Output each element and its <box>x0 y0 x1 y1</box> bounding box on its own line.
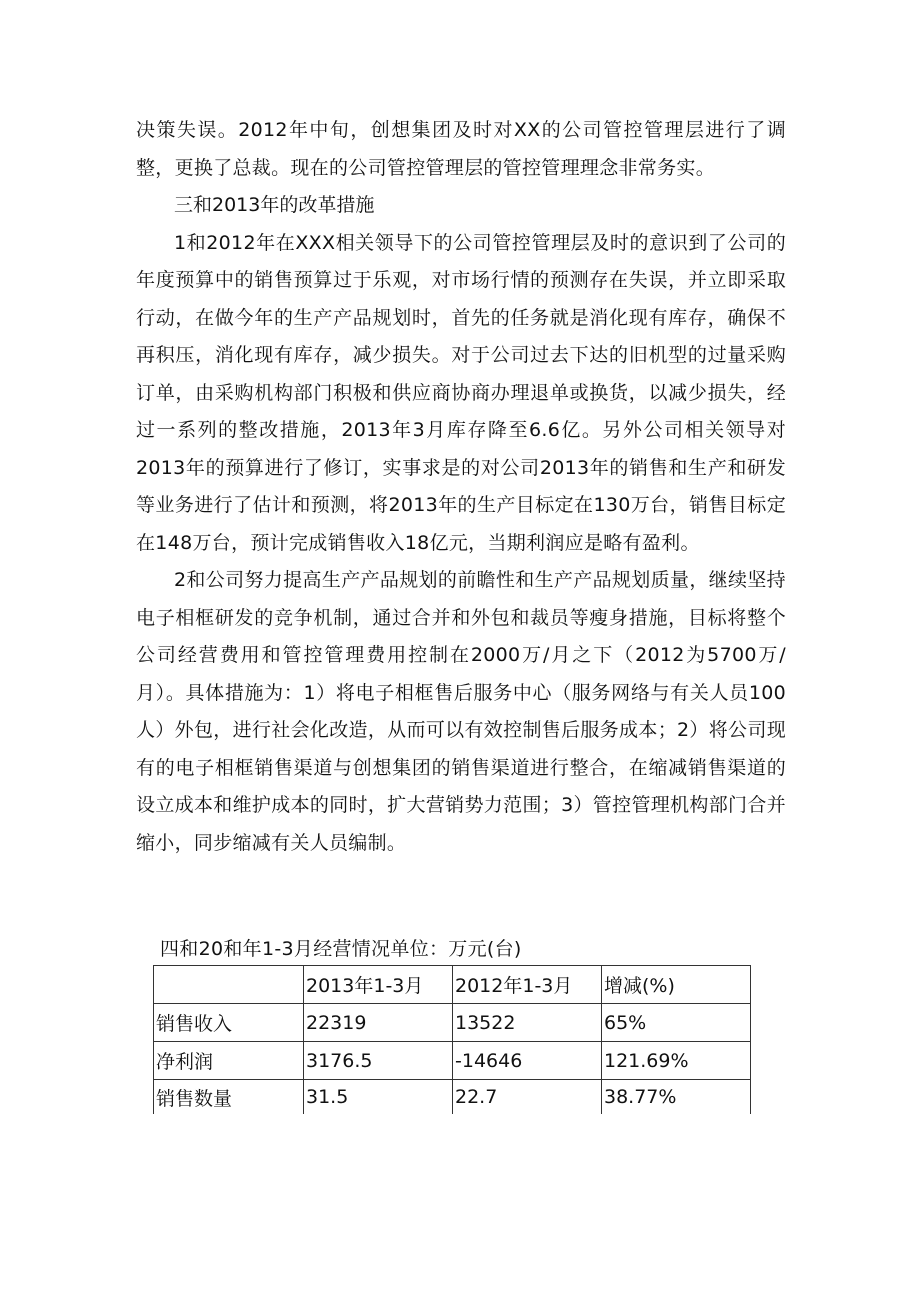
table-cell: 13522 <box>453 1004 602 1042</box>
table-cell: 38.77% <box>602 1080 751 1115</box>
table-cell: 3176.5 <box>304 1042 453 1080</box>
table-cell: 销售数量 <box>154 1080 304 1115</box>
operations-table <box>153 965 751 1114</box>
table-cell: -14646 <box>453 1042 602 1080</box>
table-header-cell <box>154 966 304 1004</box>
table-header-cell: 2013年1-3月 <box>304 966 453 1004</box>
table-cell: 22.7 <box>453 1080 602 1115</box>
table-cell: 22319 <box>304 1004 453 1042</box>
table-cell: 31.5 <box>304 1080 453 1115</box>
table-cell: 65% <box>602 1004 751 1042</box>
table-row <box>154 1080 751 1115</box>
paragraph-measure-2: 2和公司努力提高生产产品规划的前瞻性和生产产品规划质量，继续坚持电子相框研发的竞争机制，通过合并和外包和裁员等瘦身措施，目标将整个公司经营费用和管控管理费用控制在2000万/月之下（2012为5700万/月）。具体措施为：1）将电子相框售后服务中心（服务网络与有关人员100人）外包，进行社会化改造，从而可以有效控制售后服务成本；2）将公司现有的电子相框销售渠道与创想集团的销售渠道进行整合，在缩减销售渠道的设立成本和维护成本的同时，扩大营销势力范围；3）管控管理机构部门合并缩小，同步缩减有关人员编制。 <box>136 569 786 854</box>
table-header-row <box>154 966 751 1004</box>
table-row <box>154 1004 751 1042</box>
paragraph-decision-error: 决策失误。2012年中旬，创想集团及时对XX的公司管控管理层进行了调整，更换了总裁。现在的公司管控管理层的管控管理理念非常务实。 <box>136 119 786 179</box>
table-caption: 四和20和年1-3月经营情况单位：万元(台) <box>160 938 522 960</box>
table-header-cell: 增减(%) <box>602 966 751 1004</box>
table-cell: 净利润 <box>154 1042 304 1080</box>
table-cell: 销售收入 <box>154 1004 304 1042</box>
table-row <box>154 1042 751 1080</box>
table-header-cell: 2012年1-3月 <box>453 966 602 1004</box>
section-heading-reform-measures: 三和2013年的改革措施 <box>174 194 375 216</box>
table-cell: 121.69% <box>602 1042 751 1080</box>
document-body <box>136 112 786 862</box>
paragraph-measure-1: 1和2012年在XXX相关领导下的公司管控管理层及时的意识到了公司的年度预算中的销售预算过于乐观，对市场行情的预测存在失误，并立即采取行动，在做今年的生产产品规划时，首先的任务就是消化现有库存，确保不再积压，消化现有库存，减少损失。对于公司过去下达的旧机型的过量采购订单，由采购机构部门积极和供应商协商办理退单或换货，以减少损失，经过一系列的整改措施，2013年3月库存降至6.6亿。另外公司相关领导对2013年的预算进行了修订，实事求是的对公司2013年的销售和生产和研发等业务进行了估计和预测，将2013年的生产目标定在130万台，销售目标定在148万台，预计完成销售收入18亿元，当期利润应是略有盈利。 <box>136 231 786 554</box>
